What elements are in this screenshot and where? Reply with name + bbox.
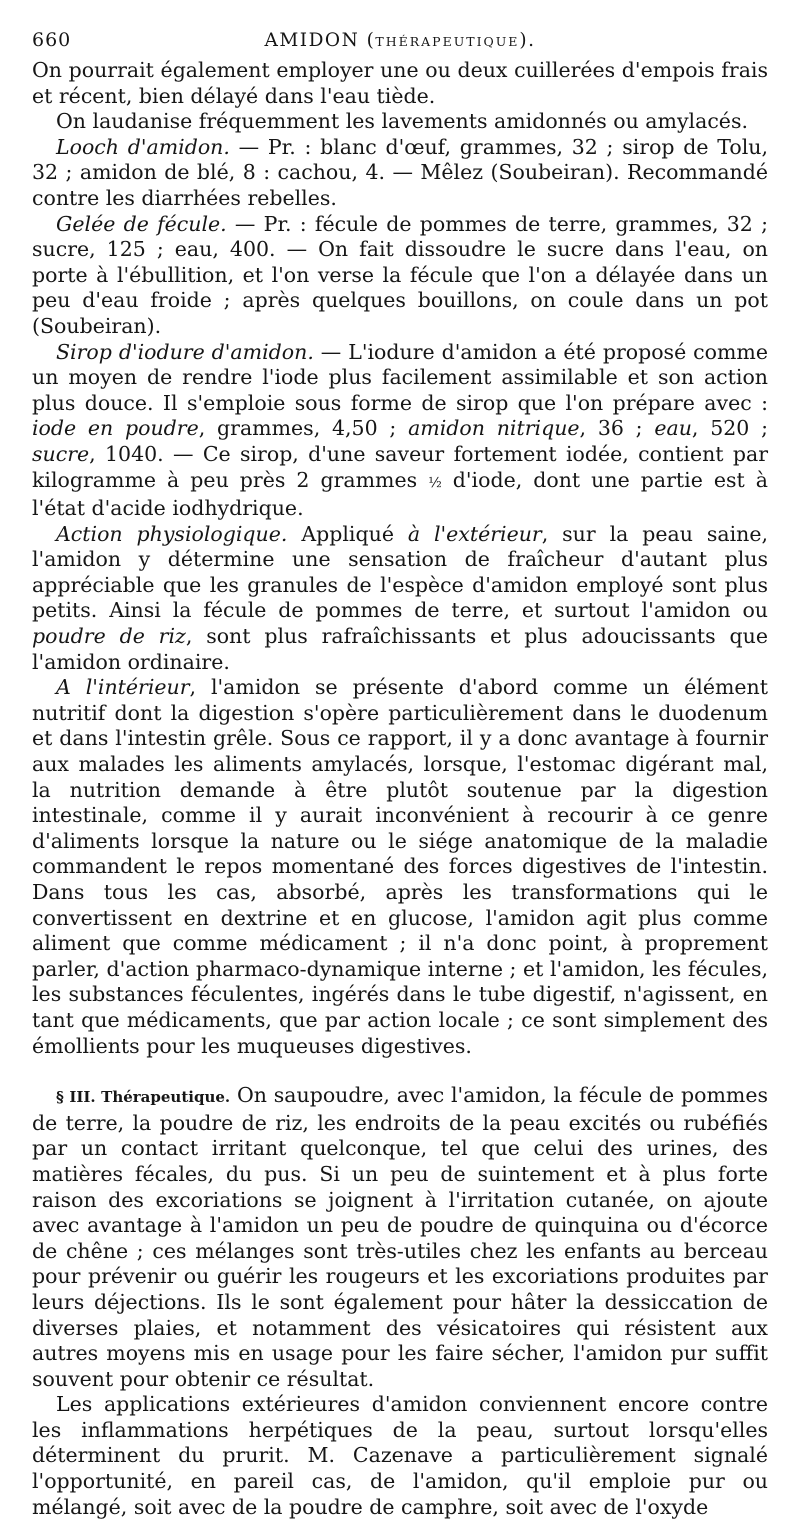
sirop-heading: Sirop d'iodure d'amidon. xyxy=(56,339,314,364)
sirop-ingredient-eau: eau xyxy=(654,416,692,441)
body-text xyxy=(32,58,768,1520)
action-text-1: Appliqué xyxy=(287,521,408,546)
sirop-text-2: , grammes, 4,50 ; xyxy=(198,416,409,441)
sirop-text-3: , 36 ; xyxy=(579,416,655,441)
gelee-text: — Pr. : fécule de pommes de terre, grammes, 32 ; sucre, 125 ; eau, 400. — On fait dissoudre le sucre dans l'eau, on porte à l'ébullition, et l'on verse la fécule que l'on a délayée dans un peu d'eau froide ; après quelques bouillons, on coule dans un pot (Soubeiran). xyxy=(32,211,768,338)
looch-heading: Looch d'amidon. xyxy=(56,134,230,159)
paragraph-therapeutique xyxy=(32,1083,768,1392)
running-head-end: ). xyxy=(519,30,536,51)
interieur-text: , l'amidon se présente d'abord comme un élément nutritif dont la digestion s'opère particulièrement dans le duodenum et dans l'intestin grêle. Sous ce rapport, il y a donc avantage à fournir aux malades les aliments amylacés, lorsque, l'estomac digérant mal, la nutrition demande à être plutôt soutenue par la digestion intestinale, comme il y aurait inconvénient à recourir à ce genre d'aliments lorsque la nature ou le siége anatomique de la maladie commandent le repos momentané des forces digestives de l'intestin. Dans tous les cas, absorbé, après les transformations qui le convertissent en dextrine et en glucose, l'amidon agit plus comme aliment que comme médicament ; il n'a donc point, à proprement parler, d'action pharmaco-dynamique interne ; et l'amidon, les fécules, les substances féculentes, ingérés dans le tube digestif, n'agissent, en tant que médicaments, que par action locale ; ce sont simplement des émollients pour les muqueuses digestives. xyxy=(32,675,768,1058)
paragraph-interieur xyxy=(32,675,768,1059)
sirop-ingredient-amidon: amidon nitrique xyxy=(408,416,580,441)
action-exterieur: à l'extérieur xyxy=(407,521,542,546)
running-head-title: AMIDON ( xyxy=(264,30,376,51)
sirop-text-6: d'iode, dont une partie est à l'état d'acide iodhydrique. xyxy=(32,467,768,521)
action-text-3: , sont plus rafraîchissants et plus adoucissants que l'amidon ordinaire. xyxy=(32,624,768,674)
action-text-2: , sur la peau saine, l'amidon y détermine une sensation de fraîcheur d'autant plus appréciable que les granules de l'espèce d'amidon employé sont plus petits. Ainsi la fécule de pommes de terre, et surtout l'amidon ou xyxy=(32,521,769,623)
action-heading: Action physiologique. xyxy=(56,521,288,546)
gelee-heading: Gelée de fécule. xyxy=(56,211,227,236)
sirop-text-4: , 520 ; xyxy=(691,416,769,441)
action-poudre-de-riz: poudre de riz xyxy=(32,624,186,649)
page-header xyxy=(32,24,768,50)
paragraph-sirop xyxy=(32,340,768,522)
paragraph-lavements: On laudanise fréquemment les lavements amidonnés ou amylacés. xyxy=(56,109,748,134)
looch-text: — Pr. : blanc d'œuf, grammes, 32 ; sirop de Tolu, 32 ; amidon de blé, 8 : cachou, 4. — Mêlez (Soubeiran). Recommandé contre les diarrhées rebelles. xyxy=(32,134,768,210)
paragraph-gelee xyxy=(32,212,768,340)
page-number: 660 xyxy=(32,29,72,51)
running-head xyxy=(32,28,768,55)
therapeutique-text: On saupoudre, avec l'amidon, la fécule de pommes de terre, la poudre de riz, les endroits de la peau excités ou rubéfiés par un contact irritant quelconque, tel que celui des urines, des matières fécales, du pus. Si un peu de suintement et à plus forte raison des excoriations se joignent à l'irritation cutanée, on ajoute avec avantage à l'amidon un peu de poudre de quinquina ou d'écorce de chêne ; ces mélanges sont très-utiles chez les enfants au berceau pour prévenir ou guérir les rougeurs et les excoriations produites par leurs déjections. Ils le sont également pour hâter la dessiccation de diverses plaies, et notamment des vésicatoires qui résistent aux autres moyens mis en usage pour les faire sécher, l'amidon pur suffit souvent pour obtenir ce résultat. xyxy=(32,1083,768,1391)
sirop-ingredient-sucre: sucre xyxy=(32,441,90,466)
running-head-subtitle: THÉRAPEUTIQUE xyxy=(375,34,520,49)
paragraph-applications: Les applications extérieures d'amidon conviennent encore contre les inflammations herpétiques de la peau, surtout lorsqu'elles déterminent du prurit. M. Cazenave a particulièrement signalé l'opportunité, en pareil cas, de l'amidon, qu'il emploie pur ou mélangé, soit avec de la poudre de camphre, soit avec de l'oxyde xyxy=(32,1392,768,1519)
paragraph-action-physiologique xyxy=(32,522,768,676)
sirop-ingredient-iode: iode en poudre xyxy=(32,416,199,441)
sirop-fraction: ½ xyxy=(428,474,442,491)
paragraph-empois: On pourrait également employer une ou deux cuillerées d'empois frais et récent, bien délayé dans l'eau tiède. xyxy=(32,58,768,108)
sirop-text-1: — L'iodure d'amidon a été proposé comme un moyen de rendre l'iode plus facilement assimilable et son action plus douce. Il s'emploie sous forme de sirop que l'on prépare avec : xyxy=(32,339,768,415)
sirop-text-5: , 1040. — Ce sirop, d'une saveur fortement iodée, contient par kilogramme à peu près 2 grammes xyxy=(32,441,768,492)
interieur-heading: A l'intérieur xyxy=(56,675,190,700)
paragraph-looch xyxy=(32,135,768,212)
section-heading: § III. Thérapeutique. xyxy=(56,1088,231,1107)
